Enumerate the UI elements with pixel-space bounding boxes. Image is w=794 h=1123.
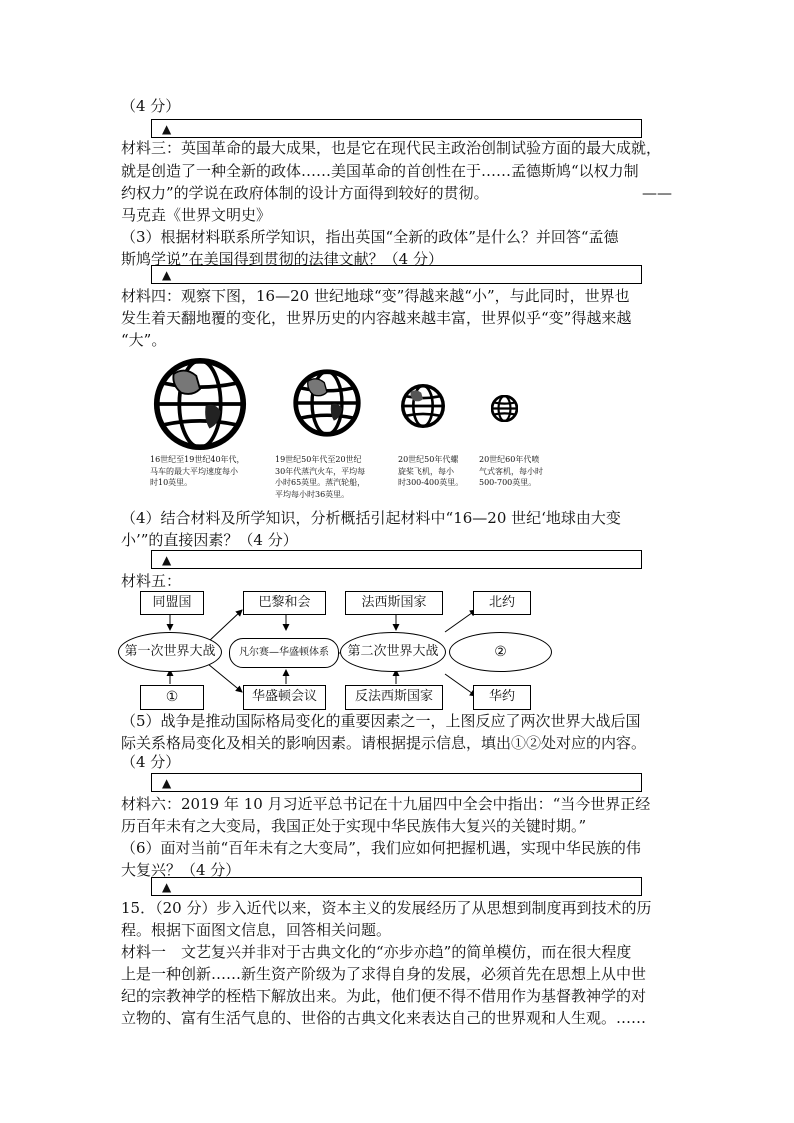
box-nato: 北约 — [473, 591, 531, 615]
material-6-line: 材料六：2019 年 10 月习近平总书记在十九届四中全会中指出：“当今世界正经 — [121, 795, 651, 813]
material-1-line: 上是一种创新……新生资产阶级为了求得自身的发展，必须首先在思想上从中世 — [121, 965, 647, 983]
score-note: （4 分） — [121, 97, 181, 115]
material-6-line: 历百年未有之大变局，我国正处于实现中华民族伟大复兴的关键时期。” — [121, 817, 587, 835]
blank-1[interactable]: ① — [140, 685, 204, 710]
caption-propeller: 20世纪50年代螺 旋桨飞机，每小 时300-400英里。 — [398, 455, 464, 487]
material-1-line: 材料一 文艺复兴并非对于古典文化的“亦步亦趋”的简单模仿，而在很大程度 — [121, 943, 632, 961]
material-4-line: 发生着天翻地覆的变化，世界历史的内容越来越丰富，世界似乎“变”得越来越 — [121, 309, 632, 327]
caption-steam: 19世纪50年代至20世纪 30年代蒸汽火车，平均每 小时65英里。蒸汽轮船， 平均每小时36英里。 — [275, 455, 366, 499]
question-3: （3）根据材料联系所学知识，指出英国“全新的政体”是什么？并回答“孟德 — [121, 228, 619, 246]
question-6: 大复兴？（4 分） — [121, 861, 241, 879]
question-5: 际关系格局变化及相关的影响因素。请根据提示信息，填出①②处对应的内容。 — [121, 734, 647, 752]
blank-2[interactable]: ② — [449, 632, 552, 672]
answer-box[interactable] — [151, 773, 642, 792]
material-4-line: “大”。 — [121, 331, 167, 349]
source-dash: —— — [642, 184, 672, 202]
question-6: （6）面对当前“百年未有之大变局”，我们应如何把握机遇，实现中华民族的伟 — [121, 839, 641, 857]
material-3-line: 就是创造了一种全新的政体……美国革命的首创性在于……孟德斯鸠“以权力制 — [121, 162, 639, 180]
material-3-line: 约权力”的学说在政府体制的设计方面得到较好的贯彻。 — [121, 184, 489, 202]
material-1-line: 纪的宗教神学的桎梏下解放出来。为此，他们便不得不借用作为基督教神学的对 — [121, 987, 647, 1005]
material-1-line: 立物的、富有生活气息的、世俗的古典文化来表达自己的世界观和人生观。…… — [121, 1009, 647, 1027]
caption-jet: 20世纪60年代喷 气式客机，每小时 500-700英里。 — [479, 455, 543, 487]
question-4: （4）结合材料及所学知识，分析概括引起材料中“16—20 世纪‘地球由大变 — [121, 509, 621, 527]
answer-marker: ▲ — [162, 268, 172, 282]
material-5-label: 材料五： — [121, 572, 182, 590]
question-15: 15．（20 分）步入近代以来，资本主义的发展经历了从思想到制度再到技术的历 — [121, 899, 652, 917]
box-allies: 同盟国 — [140, 591, 204, 615]
box-versailles-washington: 凡尔赛—华盛顿体系 — [229, 638, 339, 668]
material-3-line: 材料三：英国革命的最大成果，也是它在现代民主政治创制试验方面的最大成就， — [121, 139, 662, 157]
question-4: 小’”的直接因素？（4 分） — [121, 531, 298, 549]
box-washington-conference: 华盛顿会议 — [243, 685, 326, 710]
ellipse-ww2: 第二次世界大战 — [340, 632, 446, 672]
answer-marker: ▲ — [162, 880, 172, 894]
material-3-source: 马克垚《世界文明史》 — [121, 206, 272, 224]
answer-box[interactable] — [151, 877, 642, 896]
box-paris-conference: 巴黎和会 — [243, 591, 326, 615]
question-3: 斯鸠学说”在美国得到贯彻的法律文献？（4 分） — [121, 250, 443, 268]
box-warsaw-pact: 华约 — [473, 685, 531, 710]
ellipse-ww1: 第一次世界大战 — [118, 632, 222, 672]
answer-marker: ▲ — [162, 553, 172, 567]
question-15: 程。根据下面图文信息，回答相关问题。 — [121, 921, 392, 939]
material-4-line: 材料四：观察下图，16—20 世纪地球“变”得越来越“小”，与此同时，世界也 — [121, 287, 630, 305]
box-fascist-states: 法西斯国家 — [345, 591, 443, 615]
box-antifascist-states: 反法西斯国家 — [345, 685, 443, 710]
caption-carriage: 16世纪至19世纪40年代， 马车的最大平均速度每小 时10英里。 — [150, 455, 245, 487]
question-5: （4 分） — [121, 753, 181, 771]
question-5: （5）战争是推动国际格局变化的重要因素之一，上图反应了两次世界大战后国 — [121, 712, 641, 730]
answer-marker: ▲ — [162, 776, 172, 790]
answer-marker: ▲ — [162, 122, 172, 136]
